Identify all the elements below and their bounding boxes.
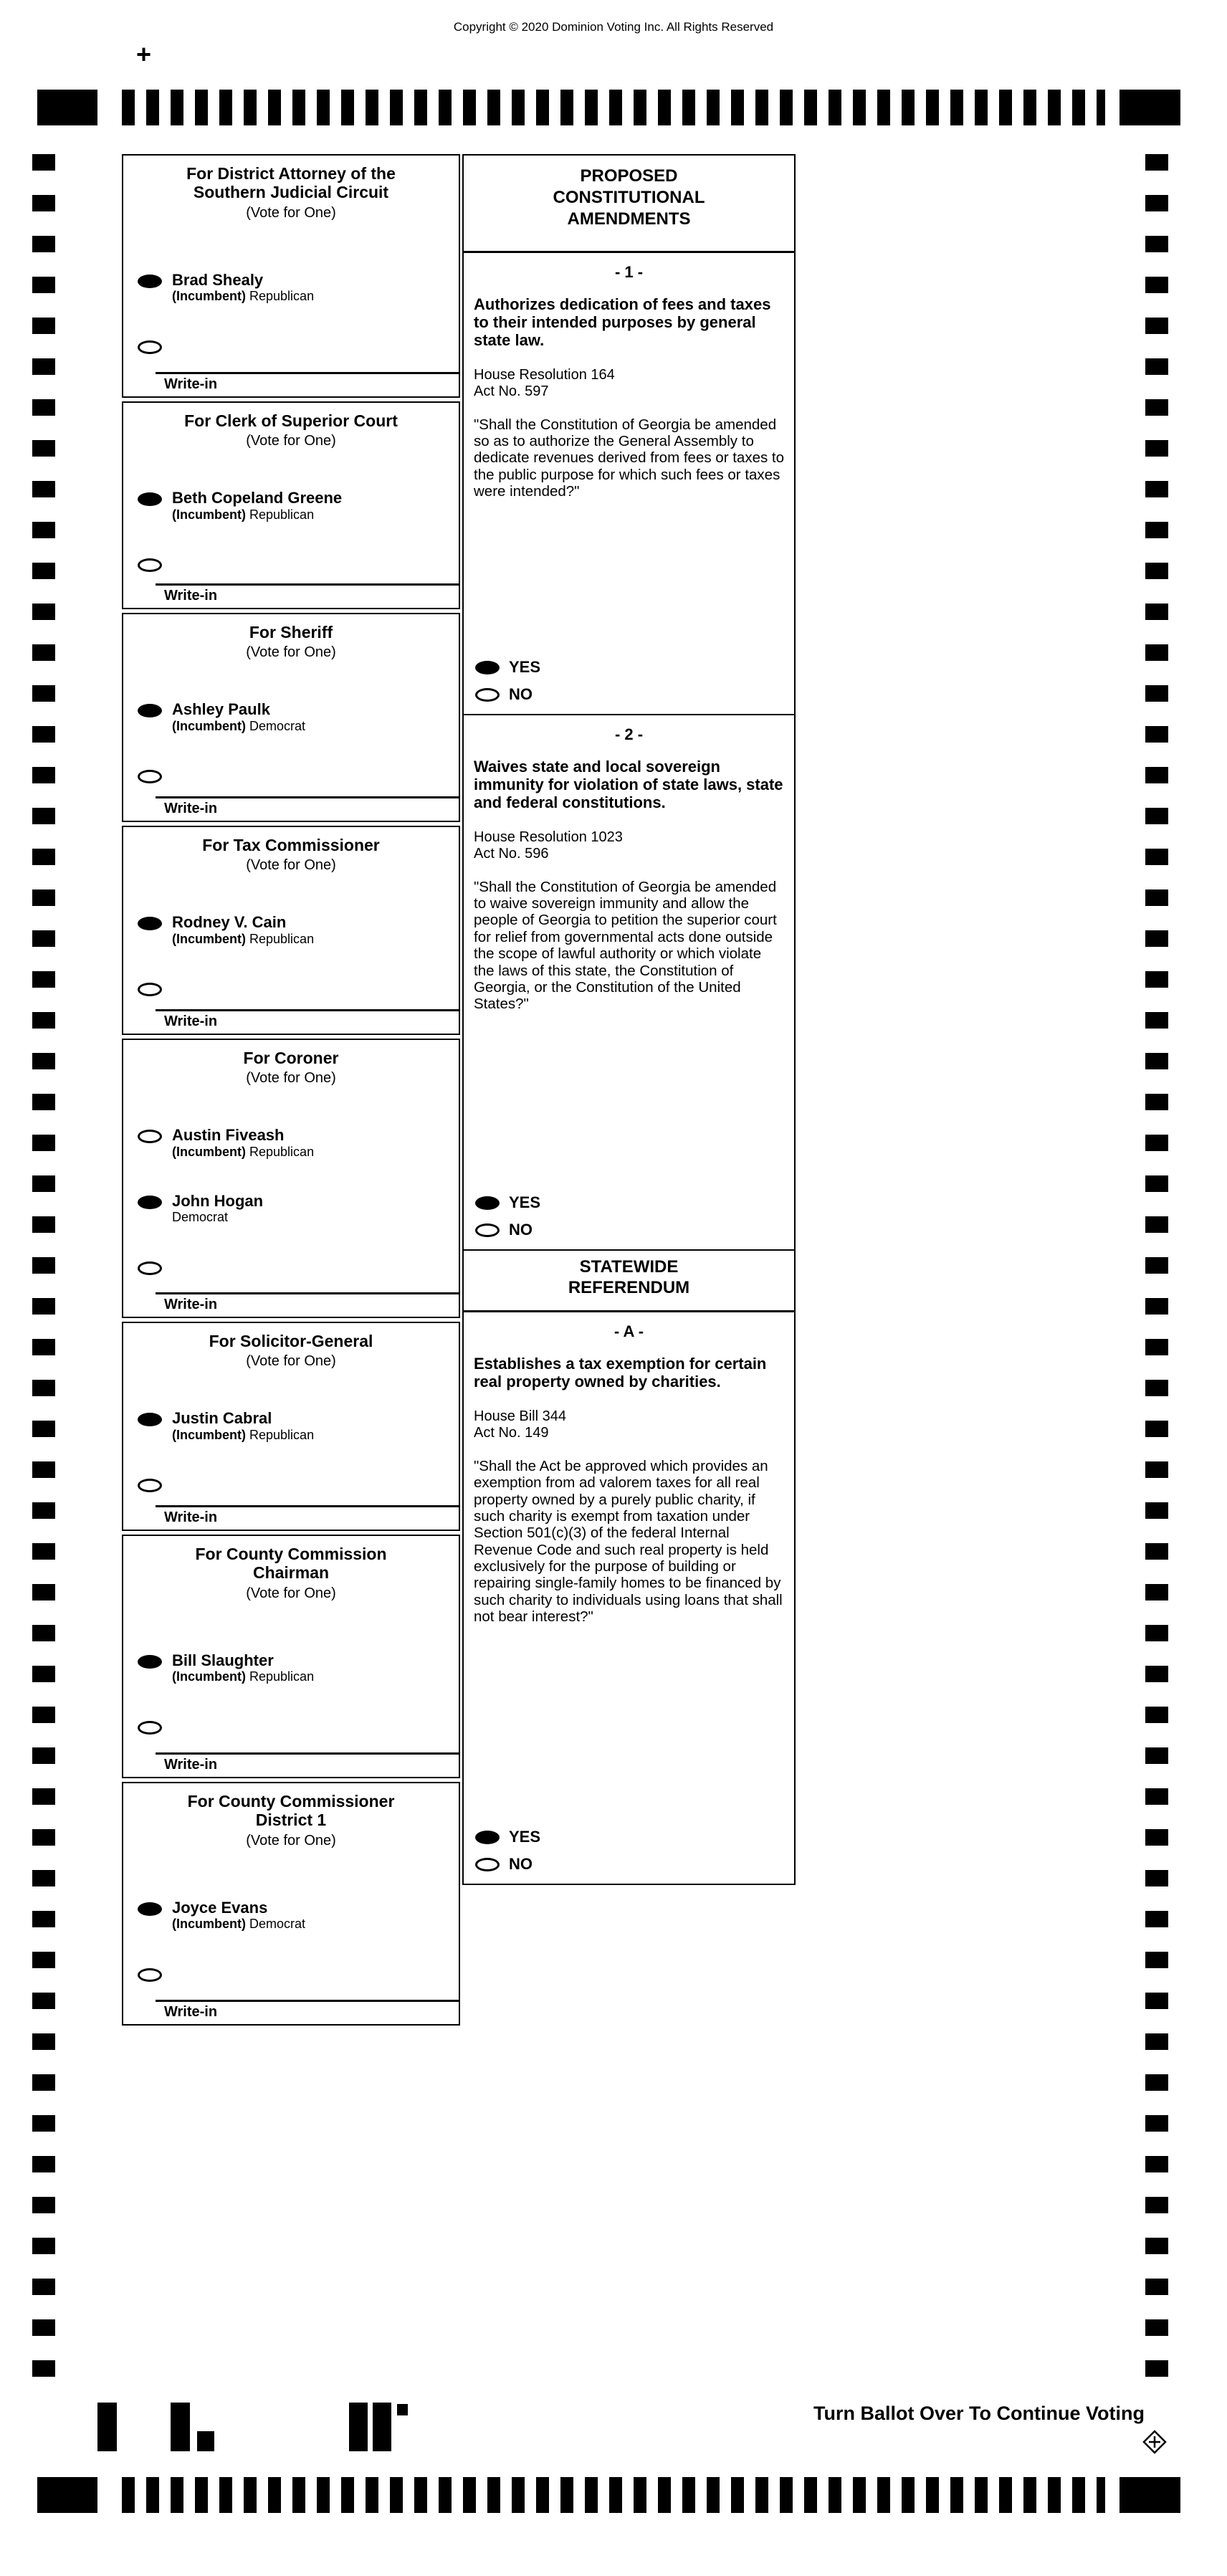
no-label: NO <box>509 1855 533 1873</box>
contest-title <box>123 1792 459 1830</box>
header-line: AMENDMENTS <box>567 209 691 229</box>
write-in-oval[interactable] <box>138 1479 162 1492</box>
ballot-code-mark <box>349 2403 368 2451</box>
candidate-row <box>138 272 459 305</box>
candidate-detail <box>172 507 342 523</box>
party-label: Republican <box>249 289 315 304</box>
contest-title-line: Chairman <box>252 1563 330 1583</box>
write-in-area <box>123 1009 459 1034</box>
measure-question: "Shall the Act be approved which provides an exemption from ad valorem taxes for all real property owned by a purely public charity, if such charity is exempt from taxation under Section 501(c)(3) of the federal Internal Revenue Code and such real property is held exclusively for the purpose of building or repairing single-family homes to be financed by such charity to individuals using loans that shall not bear interest?" <box>474 1457 783 1626</box>
candidate-row <box>138 914 459 947</box>
write-in-line[interactable] <box>156 796 459 798</box>
candidate-oval[interactable] <box>138 1902 162 1916</box>
yes-oval[interactable] <box>475 1831 500 1844</box>
write-in-line[interactable] <box>156 2000 459 2002</box>
candidate-row <box>138 1899 459 1932</box>
measure-summary: Authorizes dedication of fees and taxes to their intended purposes by general state law. <box>474 295 771 349</box>
registration-crosshair-icon <box>1141 2428 1168 2459</box>
write-in-line[interactable] <box>156 1292 459 1294</box>
measure-amendment-2 <box>464 715 794 1251</box>
measure-choices <box>474 1193 784 1249</box>
measures-column <box>462 154 796 1885</box>
vote-for-one-label: (Vote for One) <box>246 1070 336 1087</box>
write-in-oval[interactable] <box>138 558 162 572</box>
contest-sheriff <box>122 613 460 822</box>
ballot-code-mark <box>171 2403 190 2451</box>
measure-choices <box>474 658 784 714</box>
timing-mark-top-right-block <box>1119 90 1180 125</box>
measure-question: "Shall the Constitution of Georgia be amended to waive sovereign immunity and allow the people of Georgia to petition the superior court for relief from governmental acts done outside the scope of lawful authority or which violate the laws of this state, the Constitution of Georgia, or the Constitution of the United States?" <box>474 878 777 1013</box>
contest-solicitor-general <box>122 1322 460 1531</box>
contest-title <box>123 623 459 641</box>
write-in-label: Write-in <box>164 1297 218 1312</box>
incumbent-label: (Incumbent) <box>172 507 246 522</box>
yes-label: YES <box>509 1828 541 1846</box>
party-label: Republican <box>249 931 315 946</box>
write-in-line[interactable] <box>156 1752 459 1755</box>
contest-title <box>123 411 459 430</box>
contest-title <box>123 1049 459 1067</box>
yes-choice-row <box>475 1193 784 1212</box>
candidate-oval[interactable] <box>138 1655 162 1669</box>
contest-title <box>123 836 459 854</box>
candidate-detail <box>172 932 314 948</box>
contest-title-line: Southern Judicial Circuit <box>193 183 389 202</box>
contest-clerk-of-superior-court <box>122 401 460 609</box>
candidate-oval[interactable] <box>138 1196 162 1209</box>
write-in-area <box>123 583 459 608</box>
write-in-oval-row <box>138 1965 459 1982</box>
contest-title-line: For Clerk of Superior Court <box>184 411 398 430</box>
candidate-name: Bill Slaughter <box>172 1651 274 1669</box>
write-in-oval[interactable] <box>138 1721 162 1735</box>
reference-line: Act No. 149 <box>474 1425 549 1441</box>
candidate-oval[interactable] <box>138 704 162 717</box>
candidate-text <box>172 701 305 734</box>
reference-line: Act No. 596 <box>474 846 549 862</box>
no-choice-row <box>475 1855 784 1874</box>
ballot-code-mark <box>373 2403 391 2451</box>
party-label: Democrat <box>249 718 306 733</box>
candidate-row <box>138 1410 459 1443</box>
measure-amendment-1 <box>464 253 794 715</box>
candidate-row <box>138 1127 459 1160</box>
measure-choices <box>474 1828 784 1884</box>
candidate-detail <box>172 1145 314 1160</box>
no-oval[interactable] <box>475 1223 500 1237</box>
header-line: PROPOSED <box>580 166 678 186</box>
measure-summary: Waives state and local sovereign immunity for violation of state laws, state and federal constitutions. <box>474 758 783 811</box>
party-label: Republican <box>249 1144 315 1159</box>
contest-district-attorney <box>122 154 460 398</box>
candidate-text <box>172 1410 314 1443</box>
write-in-area <box>123 1752 459 1777</box>
candidate-detail <box>172 1917 305 1932</box>
header-line: CONSTITUTIONAL <box>553 188 705 207</box>
yes-choice-row <box>475 658 784 677</box>
timing-marks-left-column <box>32 154 55 2380</box>
vote-for-one-label: (Vote for One) <box>246 1832 336 1848</box>
contest-title-line: For County Commission <box>195 1545 387 1563</box>
write-in-line[interactable] <box>156 583 459 586</box>
write-in-oval[interactable] <box>138 770 162 783</box>
candidate-text <box>172 1652 314 1685</box>
candidate-text <box>172 914 314 947</box>
contest-title-line: For District Attorney of the <box>186 164 396 183</box>
party-label: Republican <box>249 507 315 522</box>
measure-summary: Establishes a tax exemption for certain real property owned by charities. <box>474 1355 767 1390</box>
contest-title-line: District 1 <box>255 1811 327 1830</box>
candidate-name: Joyce Evans <box>172 1898 268 1917</box>
contest-tax-commissioner <box>122 826 460 1035</box>
no-choice-row <box>475 685 784 704</box>
statewide-referendum-header <box>464 1251 794 1312</box>
header-line: REFERENDUM <box>568 1277 690 1297</box>
write-in-oval-row <box>138 555 459 572</box>
party-label: Democrat <box>249 1917 306 1932</box>
write-in-label: Write-in <box>164 376 218 392</box>
candidate-contests-column <box>122 154 460 2029</box>
contest-title <box>123 164 459 202</box>
candidate-text <box>172 490 342 523</box>
timing-mark-top-left-block <box>37 90 97 125</box>
write-in-line[interactable] <box>156 372 459 374</box>
candidate-detail <box>172 1669 314 1685</box>
party-label: Republican <box>249 1427 315 1442</box>
candidate-detail <box>172 719 305 735</box>
no-oval[interactable] <box>475 1858 500 1871</box>
yes-choice-row <box>475 1828 784 1846</box>
vote-for-one-label: (Vote for One) <box>246 1353 336 1370</box>
candidate-text <box>172 272 314 305</box>
measure-question: "Shall the Constitution of Georgia be amended so as to authorize the General Assembly to dedicate revenues derived from fees or taxes to the public purpose for which such fees or taxes were intended?" <box>474 416 785 500</box>
write-in-area <box>123 2000 459 2024</box>
write-in-label: Write-in <box>164 1757 218 1773</box>
timing-marks-bottom-row <box>122 2477 1105 2513</box>
measure-number: - 2 - <box>614 725 644 743</box>
vote-for-one-label: (Vote for One) <box>246 644 336 661</box>
candidate-text <box>172 1127 314 1160</box>
contest-title <box>123 1545 459 1583</box>
contest-title-line: For County Commissioner <box>187 1792 395 1811</box>
yes-label: YES <box>509 1193 541 1211</box>
measure-referendum-a <box>464 1312 794 1884</box>
candidate-name: Ashley Paulk <box>172 700 270 719</box>
contest-title <box>123 1332 459 1350</box>
write-in-oval-row <box>138 1259 459 1275</box>
write-in-area <box>123 1292 459 1317</box>
candidate-row <box>138 490 459 523</box>
incumbent-label: (Incumbent) <box>172 1669 246 1684</box>
write-in-label: Write-in <box>164 1013 218 1029</box>
write-in-oval-row <box>138 980 459 996</box>
candidate-row <box>138 1193 459 1226</box>
candidate-oval[interactable] <box>138 275 162 288</box>
contest-title-line: For Tax Commissioner <box>202 836 380 854</box>
write-in-line[interactable] <box>156 1505 459 1507</box>
timing-mark-bottom-right-block <box>1119 2477 1180 2513</box>
proposed-amendments-header <box>464 156 794 253</box>
party-label: Democrat <box>172 1210 229 1225</box>
vote-for-one-label: (Vote for One) <box>246 204 336 221</box>
copyright-notice: Copyright © 2020 Dominion Voting Inc. All Rights Reserved <box>453 20 774 34</box>
incumbent-label: (Incumbent) <box>172 1427 246 1442</box>
contest-title-line: For Coroner <box>243 1049 339 1067</box>
write-in-line[interactable] <box>156 1009 459 1011</box>
candidate-text <box>172 1193 263 1226</box>
no-choice-row <box>475 1221 784 1239</box>
incumbent-label: (Incumbent) <box>172 1917 246 1932</box>
write-in-label: Write-in <box>164 588 218 604</box>
candidate-oval[interactable] <box>138 1130 162 1143</box>
measure-number: - A - <box>614 1322 644 1340</box>
vote-for-one-label: (Vote for One) <box>246 433 336 449</box>
ballot-code-mark <box>97 2403 117 2451</box>
write-in-label: Write-in <box>164 2004 218 2020</box>
contest-county-commissioner-district-1 <box>122 1782 460 2026</box>
measure-number: - 1 - <box>614 263 644 281</box>
write-in-label: Write-in <box>164 1509 218 1525</box>
vote-for-one-label: (Vote for One) <box>246 857 336 874</box>
write-in-oval-row <box>138 1718 459 1735</box>
contest-county-commission-chairman <box>122 1535 460 1778</box>
candidate-name: John Hogan <box>172 1192 264 1211</box>
incumbent-label: (Incumbent) <box>172 1144 246 1159</box>
write-in-label: Write-in <box>164 801 218 816</box>
yes-label: YES <box>509 658 541 676</box>
incumbent-label: (Incumbent) <box>172 718 246 733</box>
vote-for-one-label: (Vote for One) <box>246 1585 336 1601</box>
candidate-name: Brad Shealy <box>172 270 264 289</box>
write-in-oval-row <box>138 767 459 783</box>
candidate-row <box>138 1652 459 1685</box>
measure-reference <box>474 367 784 401</box>
no-label: NO <box>509 685 533 703</box>
no-oval[interactable] <box>475 688 500 702</box>
turn-ballot-over-instruction: Turn Ballot Over To Continue Voting <box>813 2403 1145 2424</box>
incumbent-label: (Incumbent) <box>172 931 246 946</box>
candidate-row <box>138 701 459 734</box>
candidate-detail <box>172 1428 314 1444</box>
candidate-oval[interactable] <box>138 492 162 506</box>
write-in-oval-row <box>138 338 459 354</box>
candidate-detail <box>172 289 314 305</box>
write-in-area <box>123 796 459 821</box>
write-in-oval[interactable] <box>138 1968 162 1982</box>
candidate-detail <box>172 1210 263 1226</box>
registration-plus-mark: + <box>136 39 152 69</box>
write-in-oval-row <box>138 1476 459 1492</box>
incumbent-label: (Incumbent) <box>172 289 246 304</box>
write-in-area <box>123 372 459 396</box>
candidate-name: Rodney V. Cain <box>172 913 287 932</box>
measure-reference <box>474 829 784 863</box>
reference-line: House Bill 344 <box>474 1408 566 1424</box>
timing-marks-top-row <box>122 90 1105 125</box>
no-label: NO <box>509 1221 533 1239</box>
reference-line: Act No. 597 <box>474 383 549 400</box>
candidate-text <box>172 1899 305 1932</box>
timing-marks-right-column <box>1145 154 1168 2380</box>
measure-reference <box>474 1408 784 1442</box>
contest-title-line: For Solicitor-General <box>209 1332 373 1350</box>
contest-title-line: For Sheriff <box>249 623 333 641</box>
reference-line: House Resolution 164 <box>474 366 615 383</box>
candidate-oval[interactable] <box>138 917 162 930</box>
yes-oval[interactable] <box>475 1196 500 1210</box>
write-in-oval[interactable] <box>138 983 162 996</box>
header-line: STATEWIDE <box>579 1257 679 1277</box>
candidate-name: Justin Cabral <box>172 1409 272 1428</box>
reference-line: House Resolution 1023 <box>474 829 623 845</box>
write-in-oval[interactable] <box>138 1261 162 1275</box>
candidate-name: Austin Fiveash <box>172 1126 285 1145</box>
yes-oval[interactable] <box>475 661 500 674</box>
timing-mark-bottom-left-block <box>37 2477 97 2513</box>
contest-coroner <box>122 1039 460 1318</box>
candidate-name: Beth Copeland Greene <box>172 489 343 507</box>
write-in-oval[interactable] <box>138 340 162 354</box>
write-in-area <box>123 1505 459 1530</box>
ballot-code-mark <box>197 2431 214 2451</box>
candidate-oval[interactable] <box>138 1413 162 1426</box>
ballot-code-mark <box>397 2404 408 2415</box>
party-label: Republican <box>249 1669 315 1684</box>
